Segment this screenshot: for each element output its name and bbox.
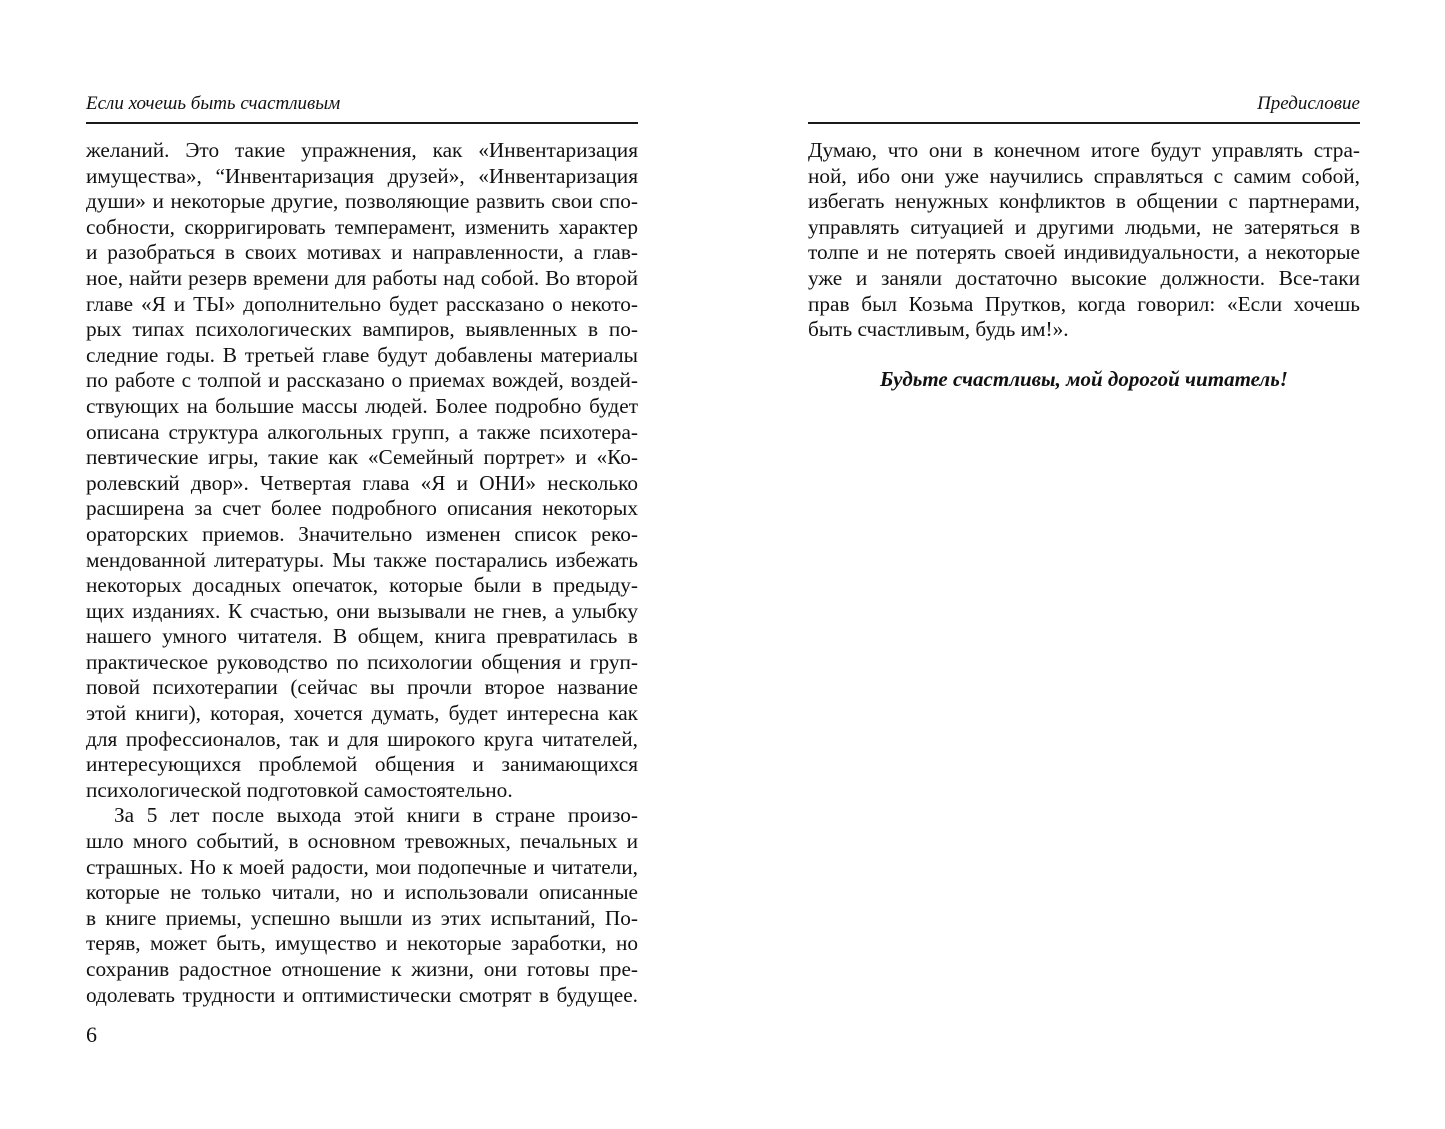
text-line: шло много событий, в основном тревожных, печальных и [86, 829, 638, 854]
text-line: в книге приемы, успешно вышли из этих испытаний, По- [86, 905, 638, 930]
text-line: для профессионалов, так и для широкого круга читателей, [86, 726, 638, 751]
text-line: управлять ситуацией и другими людьми, не затеряться в [808, 214, 1360, 239]
text-line: ролевский двор». Четвертая глава «Я и ОНИ» несколько [86, 470, 638, 495]
text-line: собности, скорригировать темперамент, изменить характер [86, 214, 638, 239]
text-line: За 5 лет после выхода этой книги в стране произо- [114, 803, 638, 828]
text-line: быть счастливым, будь им!». [808, 317, 1069, 342]
text-line: нашего умного читателя. В общем, книга превратилась в [86, 624, 638, 649]
text-line: которые не только читали, но и использовали описанные [86, 880, 638, 905]
text-line: одолевать трудности и оптимистически смотрят в будущее. [86, 982, 638, 1007]
left-header-rule [86, 122, 638, 124]
text-line: имущества», “Инвентаризация друзей», «Инвентаризация [86, 163, 638, 188]
text-line: ной, ибо они уже научились справляться с самим собой, [808, 163, 1360, 188]
text-line: повой психотерапии (сейчас вы прочли второе название [86, 675, 638, 700]
left-page [86, 0, 638, 1129]
text-line: ствующих на большие массы людей. Более подробно будет [86, 393, 638, 418]
text-line: и разобраться в своих мотивах и направленности, а глав- [86, 240, 638, 265]
right-page [808, 0, 1360, 1129]
right-body-text [808, 138, 1360, 343]
text-line: прав был Козьма Прутков, когда говорил: «Если хочешь [808, 291, 1360, 316]
text-line: страшных. Но к моей радости, мои подопечные и читатели, [86, 854, 638, 879]
text-line: толпе и не потерять своей индивидуальности, а некоторые [808, 240, 1360, 265]
text-line: некоторых досадных опечаток, которые были в предыду- [86, 573, 638, 598]
text-line: щих изданиях. К счастью, они вызывали не гнев, а улыбку [86, 598, 638, 623]
right-running-head: Предисловие [1257, 93, 1360, 114]
text-line: Думаю, что они в конечном итоге будут управлять стра- [808, 138, 1360, 162]
text-line: сохранив радостное отношение к жизни, они готовы пре- [86, 957, 638, 981]
closing-line: Будьте счастливы, мой дорогой читатель! [880, 367, 1288, 391]
text-line: уже и заняли достаточно высокие должности. Все-таки [808, 265, 1360, 290]
text-line: главе «Я и ТЫ» дополнительно будет рассказано о некото- [86, 291, 638, 316]
text-line: расширена за счет более подробного описания некоторых [86, 496, 638, 521]
text-line: мендованной литературы. Мы также постарались избежать [86, 547, 638, 572]
text-line: души» и некоторые другие, позволяющие развить свои спо- [86, 189, 638, 214]
text-line: ораторских приемов. Значительно изменен список реко- [86, 521, 638, 546]
text-line: описана структура алкогольных групп, а также психотера- [86, 419, 638, 444]
text-line: теряв, может быть, имущество и некоторые заработки, но [86, 931, 638, 956]
left-body-text [86, 138, 638, 1008]
text-line: следние годы. В третьей главе будут добавлены материалы [86, 342, 638, 367]
left-running-head: Если хочешь быть счастливым [86, 93, 341, 114]
text-line: психологической подготовкой самостоятельно. [86, 777, 513, 802]
text-line: рых типах психологических вампиров, выявленных в по- [86, 317, 638, 342]
right-header-rule [808, 122, 1360, 124]
page-number: 6 [86, 1022, 97, 1047]
text-line: по работе с толпой и рассказано о приемах вождей, воздей- [86, 368, 638, 393]
text-line: этой книги), которая, хочется думать, будет интересна как [86, 701, 638, 726]
text-line: певтические игры, такие как «Семейный портрет» и «Ко- [86, 445, 638, 470]
text-line: практическое руководство по психологии общения и груп- [86, 649, 638, 674]
text-line: интересующихся проблемой общения и занимающихся [86, 752, 638, 777]
text-line: ное, найти резерв времени для работы над собой. Во второй [86, 265, 638, 290]
text-line: желаний. Это такие упражнения, как «Инвентаризация [86, 138, 638, 162]
text-line: избегать ненужных конфликтов в общении с партнерами, [808, 189, 1360, 214]
